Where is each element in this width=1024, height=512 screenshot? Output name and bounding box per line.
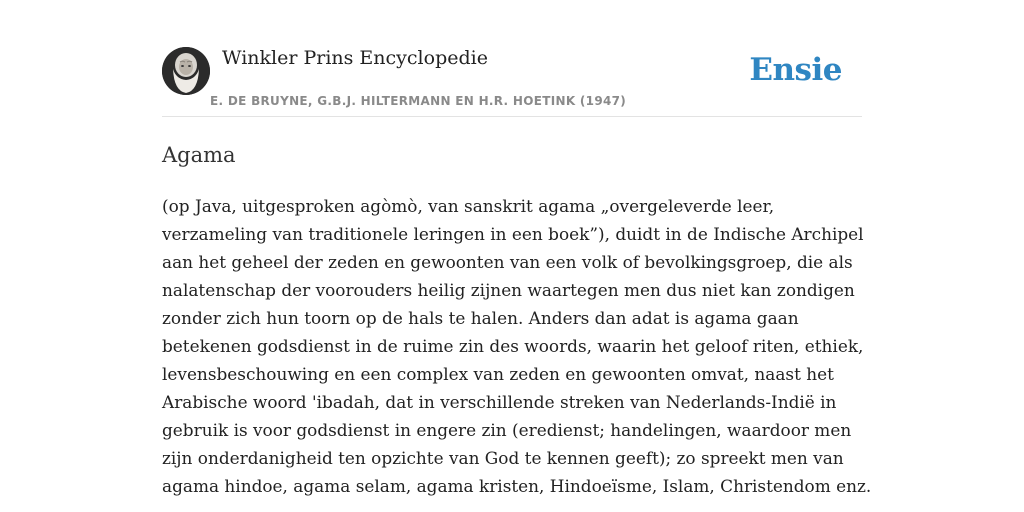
entry-title: Agama (162, 143, 236, 167)
author-avatar[interactable] (162, 47, 210, 95)
entry-line: Arabische woord 'ibadah, dat in verschillende streken van Nederlands-Indië in (162, 392, 837, 412)
site-title[interactable]: Winkler Prins Encyclopedie (222, 47, 488, 69)
encyclopedia-header (162, 46, 862, 117)
entry-line: aan het geheel der zeden en gewoonten van een volk of bevolkingsgroep, die als (162, 252, 853, 272)
entry-line: zijn onderdanigheid ten opzichte van God te kennen geeft); zo spreekt men van (162, 448, 844, 468)
authors-line: E. DE BRUYNE, G.B.J. HILTERMANN EN H.R. HOETINK (1947) (210, 94, 627, 108)
bearded-portrait-icon (162, 47, 210, 95)
ensie-logo-link[interactable]: Ensie (749, 52, 842, 88)
entry-line: gebruik is voor godsdienst in engere zin (eredienst; handelingen, waardoor men (162, 420, 852, 440)
entry-line: verzameling van traditionele leringen in een boek”), duidt in de Indische Archipel (162, 224, 864, 244)
entry-line: levensbeschouwing en een complex van zeden en gewoonten omvat, naast het (162, 364, 834, 384)
entry-line: zonder zich hun toorn op de hals te halen. Anders dan adat is agama gaan (162, 308, 799, 328)
entry-line: agama hindoe, agama selam, agama kristen, Hindoeïsme, Islam, Christendom enz. (162, 476, 872, 496)
entry-line: (op Java, uitgesproken agòmò, van sanskrit agama „overgeleverde leer, (162, 196, 775, 216)
entry-line: nalatenschap der voorouders heilig zijnen waartegen men dus niet kan zondigen (162, 280, 855, 300)
entry-line: betekenen godsdienst in de ruime zin des woords, waarin het geloof riten, ethiek, (162, 336, 864, 356)
entry-body (162, 192, 872, 500)
